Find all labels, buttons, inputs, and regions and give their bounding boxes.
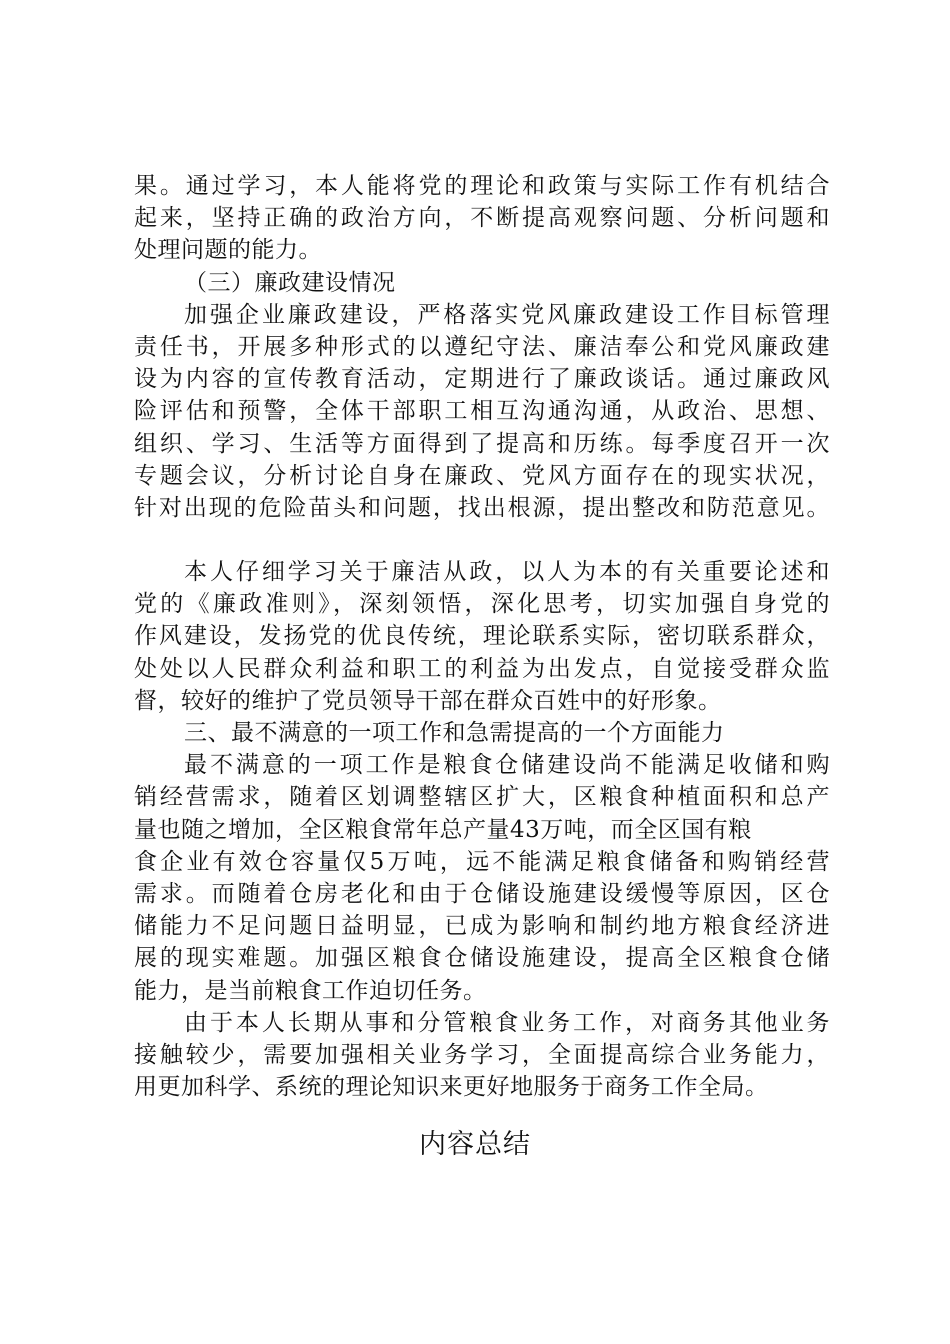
paragraph-line: 需求。而随着仓房老化和由于仓储设施建设缓慢等原因，区仓 [134,880,830,907]
paragraph-grain-storage [134,749,830,1007]
paragraph-line: 处处以人民群众利益和职工的利益为出发点，自觉接受群众监 [134,655,830,682]
paragraph-line: 党的《廉政准则》，深刻领悟，深化思考，切实加强自身党的 [134,591,830,618]
paragraph-line: 能力，是当前粮食工作迫切任务。 [134,977,487,1004]
paragraph-line: 起来，坚持正确的政治方向，不断提高观察问题、分析问题和 [134,205,830,232]
paragraph-line: 加强企业廉政建设，严格落实党风廉政建设工作目标管理 [184,301,830,328]
paragraph-line: 督，较好的维护了党员领导干部在群众百姓中的好形象。 [134,687,722,714]
paragraph-personal-study [134,556,830,717]
paragraph-improvement [134,1007,830,1104]
paragraph-line: 销经营需求，随着区划调整辖区扩大，区粮食种植面积和总产 [134,784,830,811]
paragraph-line: 本人仔细学习关于廉洁从政，以人为本的有关重要论述和 [184,559,830,586]
paragraph-line: 量也随之增加，全区粮食常年总产量43万吨，而全区国有粮 [134,816,752,843]
paragraph-line: 作风建设，发扬党的优良传统，理论联系实际，密切联系群众， [134,623,830,650]
section-heading-part-three: 三、最不满意的一项工作和急需提高的一个方面能力 [184,720,725,746]
paragraph-line: 责任书，开展多种形式的以遵纪守法、廉洁奉公和党风廉政建 [134,333,830,360]
paragraph-line: 展的现实难题。加强区粮食仓储设施建设，提高全区粮食仓储 [134,945,830,972]
blank-line [134,524,830,556]
paragraph-line: 设为内容的宣传教育活动，定期进行了廉政谈话。通过廉政风 [134,366,830,393]
paragraph-line: 处理问题的能力。 [134,237,322,264]
paragraph-line: 专题会议，分析讨论自身在廉政、党风方面存在的现实状况， [134,462,830,489]
paragraph-line: 由于本人长期从事和分管粮食业务工作，对商务其他业务 [184,1009,830,1036]
section-heading-integrity: （三）廉政建设情况 [184,269,396,296]
paragraph-line: 接触较少，需要加强相关业务学习，全面提高综合业务能力， [134,1041,830,1068]
paragraph-line: 最不满意的一项工作是粮食仓储建设尚不能满足收储和购 [184,752,830,779]
summary-title: 内容总结 [419,1129,531,1160]
paragraph-line: 储能力不足问题日益明显，已成为影响和制约地方粮食经济进 [134,913,830,940]
paragraph-line: 组织、学习、生活等方面得到了提高和历练。每季度召开一次 [134,430,830,457]
paragraph-line: 食企业有效仓容量仅5万吨，远不能满足粮食储备和购销经营 [134,848,830,875]
paragraph-integrity-building [134,299,830,524]
paragraph-line: 果。通过学习，本人能将党的理论和政策与实际工作有机结合 [134,173,830,199]
paragraph-study-conclusion [134,170,830,267]
document-body [134,170,830,1103]
paragraph-line: 针对出现的危险苗头和问题，找出根源，提出整改和防范意见。 [134,494,830,521]
paragraph-line: 险评估和预警，全体干部职工相互沟通沟通，从政治、思想、 [134,398,830,425]
paragraph-line: 用更加科学、系统的理论知识来更好地服务于商务工作全局。 [134,1074,769,1101]
